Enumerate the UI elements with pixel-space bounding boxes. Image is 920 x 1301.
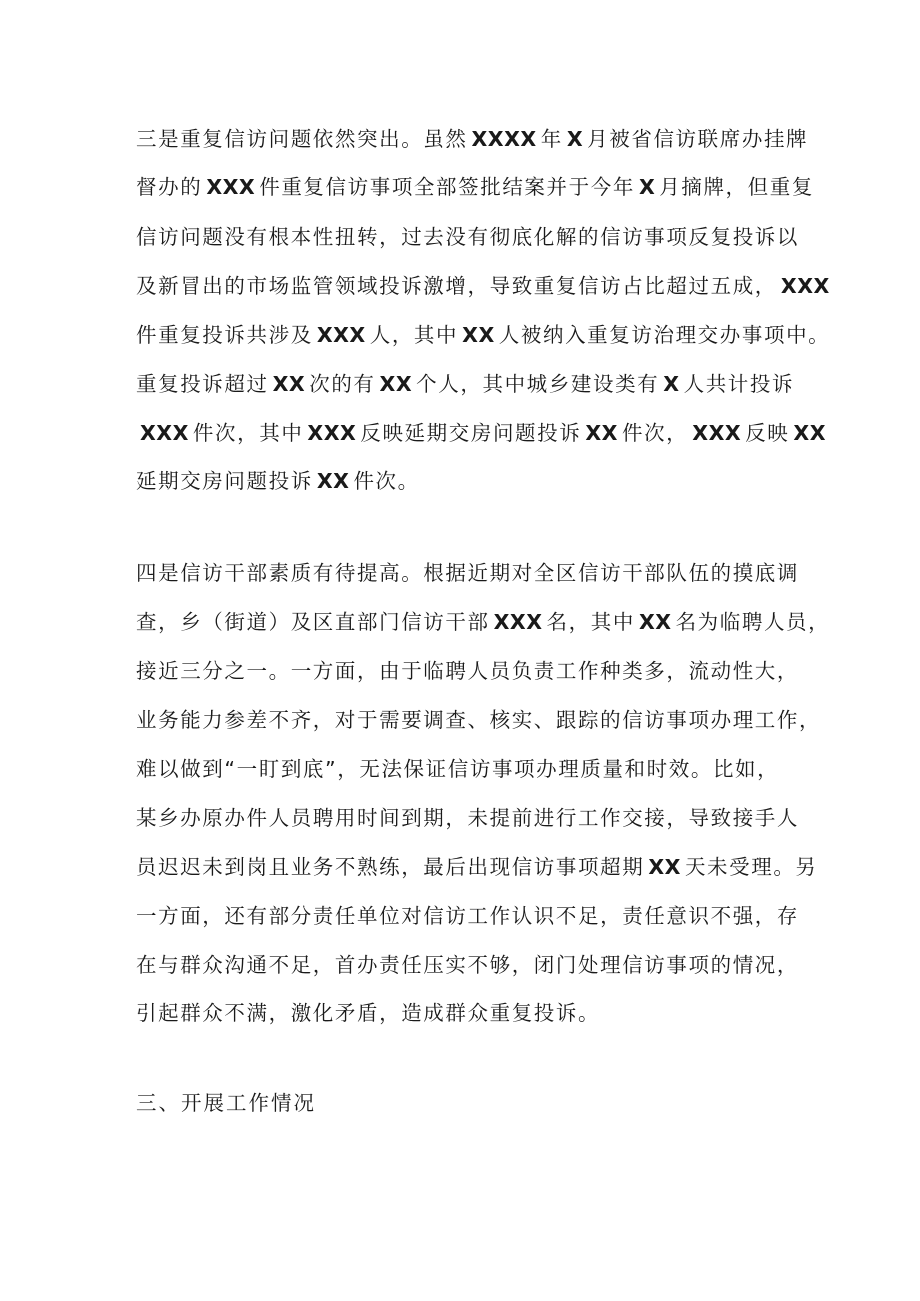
text-line: 接近三分之一。一方面，由于临聘人员负责工作种类多，流动性大， bbox=[136, 659, 799, 683]
text-line: 及新冒出的市场监管领域投诉激增，导致重复信访占比超过五成， XXX bbox=[136, 274, 830, 298]
text-line: 督办的 XXX 件重复信访事项全部签批结案并于今年 X 月摘牌，但重复 bbox=[136, 175, 814, 199]
text-line: 查，乡（街道）及区直部门信访干部 XXX 名，其中 XX 名为临聘人员， bbox=[136, 610, 831, 634]
text-line: 员迟迟未到岗且业务不熟练，最后出现信访事项超期 XX 天未受理。另 bbox=[136, 855, 818, 879]
text-line: 某乡办原办件人员聘用时间到期，未提前进行工作交接，导致接手人 bbox=[136, 806, 799, 830]
text-line: 件重复投诉共涉及 XXX 人，其中 XX 人被纳入重复访治理交办事项中。 bbox=[136, 323, 831, 347]
text-line: 难以做到“一盯到底”，无法保证信访事项办理质量和时效。比如， bbox=[136, 757, 780, 781]
text-line: 在与群众沟通不足，首办责任压实不够，闭门处理信访事项的情况， bbox=[136, 953, 799, 977]
text-line: 三是重复信访问题依然突出。虽然 XXXX 年 X 月被省信访联席办挂牌 bbox=[136, 127, 809, 151]
text-line: 延期交房问题投诉 XX 件次。 bbox=[136, 469, 420, 493]
text-line: 引起群众不满，激化矛盾，造成群众重复投诉。 bbox=[136, 1001, 601, 1025]
text-line: 一方面，还有部分责任单位对信访工作认识不足，责任意识不强，存 bbox=[136, 904, 799, 928]
text-line: 信访问题没有根本性扭转，过去没有彻底化解的信访事项反复投诉以 bbox=[136, 225, 799, 249]
text-line: XXX 件次，其中 XXX 反映延期交房问题投诉 XX 件次， XXX 反映 XX bbox=[140, 421, 827, 445]
text-line: 四是信访干部素质有待提高。根据近期对全区信访干部队伍的摸底调 bbox=[136, 561, 799, 585]
section-heading: 三、开展工作情况 bbox=[136, 1091, 316, 1115]
text-line: 业务能力参差不齐，对于需要调查、核实、跟踪的信访事项办理工作， bbox=[136, 708, 822, 732]
text-line: 重复投诉超过 XX 次的有 XX 个人，其中城乡建设类有 X 人共计投诉 bbox=[136, 372, 795, 396]
